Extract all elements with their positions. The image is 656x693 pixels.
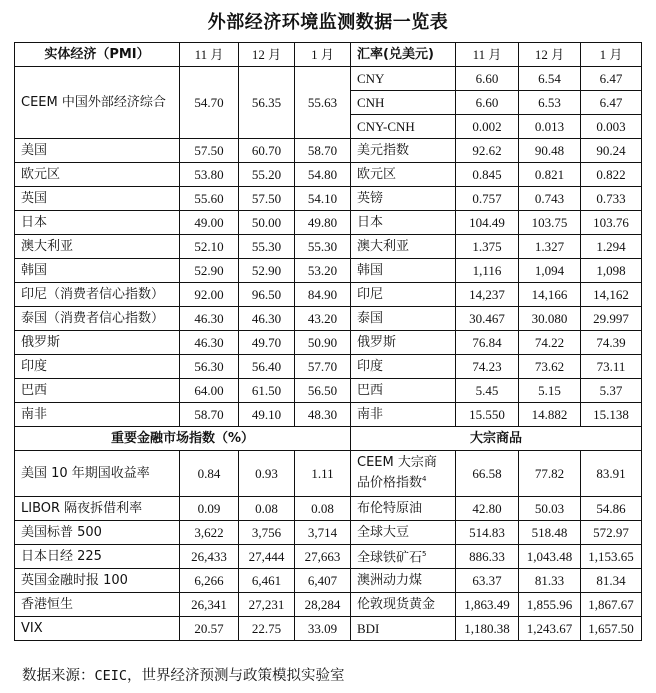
pmi-label: 南非 bbox=[15, 403, 180, 427]
table-row bbox=[15, 163, 642, 187]
data-source-note bbox=[22, 664, 345, 685]
finance-value: 6,461 bbox=[239, 569, 295, 593]
fx-label: 巴西 bbox=[351, 379, 456, 403]
fx-value: 6.54 bbox=[519, 67, 581, 91]
commodity-value: 83.91 bbox=[581, 451, 642, 497]
table-row bbox=[15, 521, 642, 545]
pmi-value: 46.30 bbox=[239, 307, 295, 331]
fx-value: 0.003 bbox=[581, 115, 642, 139]
pmi-value: 49.10 bbox=[239, 403, 295, 427]
pmi-value: 56.50 bbox=[295, 379, 351, 403]
pmi-value: 92.00 bbox=[180, 283, 239, 307]
fx-value: 92.62 bbox=[456, 139, 519, 163]
fx-label: 澳大利亚 bbox=[351, 235, 456, 259]
pmi-label: 英国 bbox=[15, 187, 180, 211]
pmi-value: 50.90 bbox=[295, 331, 351, 355]
finance-label: VIX bbox=[15, 617, 180, 641]
finance-value: 22.75 bbox=[239, 617, 295, 641]
pmi-value: 56.40 bbox=[239, 355, 295, 379]
fx-label: 韩国 bbox=[351, 259, 456, 283]
fx-label: 印度 bbox=[351, 355, 456, 379]
section-header-row bbox=[15, 427, 642, 451]
pmi-value: 49.80 bbox=[295, 211, 351, 235]
finance-value: 3,622 bbox=[180, 521, 239, 545]
fx-value: 14.882 bbox=[519, 403, 581, 427]
commodity-value: 1,863.49 bbox=[456, 593, 519, 617]
commodity-label-text: 布伦特原油 bbox=[357, 500, 423, 516]
pmi-value: 61.50 bbox=[239, 379, 295, 403]
commodity-label-text: 伦敦现货黄金 bbox=[357, 596, 436, 612]
pmi-label: 欧元区 bbox=[15, 163, 180, 187]
table-row bbox=[15, 67, 642, 91]
table-row bbox=[15, 403, 642, 427]
pmi-value: 48.30 bbox=[295, 403, 351, 427]
fx-label: CNY bbox=[351, 67, 456, 91]
month-header: 11 月 bbox=[456, 43, 519, 67]
fx-value: 14,166 bbox=[519, 283, 581, 307]
commodity-label bbox=[351, 617, 456, 641]
pmi-value: 46.30 bbox=[180, 331, 239, 355]
commodity-value: 518.48 bbox=[519, 521, 581, 545]
pmi-value: 50.00 bbox=[239, 211, 295, 235]
commodity-value: 1,153.65 bbox=[581, 545, 642, 569]
footnote-marker: 5 bbox=[422, 550, 427, 559]
month-header: 12 月 bbox=[239, 43, 295, 67]
commodity-label-text: 全球铁矿石 bbox=[357, 550, 423, 566]
commodity-value: 1,243.67 bbox=[519, 617, 581, 641]
fx-value: 76.84 bbox=[456, 331, 519, 355]
page-title: 外部经济环境监测数据一览表 bbox=[207, 12, 449, 33]
fx-value: 30.467 bbox=[456, 307, 519, 331]
fx-value: 104.49 bbox=[456, 211, 519, 235]
monitoring-table bbox=[14, 42, 642, 641]
fx-value: 74.39 bbox=[581, 331, 642, 355]
fx-value: 90.24 bbox=[581, 139, 642, 163]
pmi-label: 韩国 bbox=[15, 259, 180, 283]
month-header: 1 月 bbox=[581, 43, 642, 67]
fx-label: 美元指数 bbox=[351, 139, 456, 163]
commodity-value: 63.37 bbox=[456, 569, 519, 593]
commodity-value: 81.34 bbox=[581, 569, 642, 593]
commodity-value: 81.33 bbox=[519, 569, 581, 593]
fx-label: 俄罗斯 bbox=[351, 331, 456, 355]
fx-label: 泰国 bbox=[351, 307, 456, 331]
fx-value: 6.53 bbox=[519, 91, 581, 115]
pmi-value: 57.50 bbox=[180, 139, 239, 163]
fx-value: 0.822 bbox=[581, 163, 642, 187]
pmi-label: 美国 bbox=[15, 139, 180, 163]
ceem-composite-value: 56.35 bbox=[239, 67, 295, 139]
table-row bbox=[15, 331, 642, 355]
commodity-value: 1,867.67 bbox=[581, 593, 642, 617]
commodity-value: 66.58 bbox=[456, 451, 519, 497]
fx-value: 0.733 bbox=[581, 187, 642, 211]
fx-value: 29.997 bbox=[581, 307, 642, 331]
pmi-label: 印度 bbox=[15, 355, 180, 379]
fx-value: 15.138 bbox=[581, 403, 642, 427]
pmi-value: 57.70 bbox=[295, 355, 351, 379]
fx-value: 73.62 bbox=[519, 355, 581, 379]
commodity-label-text: BDI bbox=[357, 620, 380, 636]
fx-value: 1.294 bbox=[581, 235, 642, 259]
footnote-marker: 4 bbox=[422, 475, 427, 484]
pmi-value: 60.70 bbox=[239, 139, 295, 163]
pmi-value: 49.00 bbox=[180, 211, 239, 235]
finance-value: 27,663 bbox=[295, 545, 351, 569]
pmi-label: 巴西 bbox=[15, 379, 180, 403]
finance-value: 27,231 bbox=[239, 593, 295, 617]
table-row bbox=[15, 235, 642, 259]
pmi-value: 49.70 bbox=[239, 331, 295, 355]
fx-value: 0.757 bbox=[456, 187, 519, 211]
table-row bbox=[15, 569, 642, 593]
fx-value: 30.080 bbox=[519, 307, 581, 331]
finance-value: 3,756 bbox=[239, 521, 295, 545]
fx-label: 日本 bbox=[351, 211, 456, 235]
pmi-label: 泰国（消费者信心指数） bbox=[15, 307, 180, 331]
ceem-composite-label: CEEM 中国外部经济综合 bbox=[15, 67, 180, 139]
finance-label: 英国金融时报 100 bbox=[15, 569, 180, 593]
table-row bbox=[15, 545, 642, 569]
fx-value: 73.11 bbox=[581, 355, 642, 379]
commodity-value: 50.03 bbox=[519, 497, 581, 521]
fx-value: 0.821 bbox=[519, 163, 581, 187]
finance-value: 3,714 bbox=[295, 521, 351, 545]
table-row bbox=[15, 451, 642, 497]
fx-value: 14,237 bbox=[456, 283, 519, 307]
commodity-value: 42.80 bbox=[456, 497, 519, 521]
finance-value: 28,284 bbox=[295, 593, 351, 617]
commodities-section-header: 大宗商品 bbox=[351, 427, 642, 451]
pmi-value: 54.10 bbox=[295, 187, 351, 211]
commodity-label bbox=[351, 569, 456, 593]
pmi-label: 印尼（消费者信心指数） bbox=[15, 283, 180, 307]
pmi-value: 55.60 bbox=[180, 187, 239, 211]
commodity-value: 1,657.50 bbox=[581, 617, 642, 641]
finance-value: 6,266 bbox=[180, 569, 239, 593]
pmi-header: 实体经济（PMI） bbox=[15, 43, 180, 67]
fx-value: 1,098 bbox=[581, 259, 642, 283]
source-prefix: 数据来源： bbox=[22, 668, 95, 684]
commodity-label-text: CEEM 大宗商品价格指数 bbox=[357, 455, 437, 491]
commodity-label-text: 全球大豆 bbox=[357, 524, 410, 540]
pmi-label: 澳大利亚 bbox=[15, 235, 180, 259]
finance-value: 0.09 bbox=[180, 497, 239, 521]
table-row bbox=[15, 187, 642, 211]
fx-value: 0.013 bbox=[519, 115, 581, 139]
fx-value: 6.47 bbox=[581, 67, 642, 91]
commodity-value: 886.33 bbox=[456, 545, 519, 569]
finance-value: 0.08 bbox=[295, 497, 351, 521]
table-row bbox=[15, 617, 642, 641]
table-row bbox=[15, 211, 642, 235]
fx-value: 1,094 bbox=[519, 259, 581, 283]
finance-value: 0.08 bbox=[239, 497, 295, 521]
fx-label: 印尼 bbox=[351, 283, 456, 307]
pmi-value: 96.50 bbox=[239, 283, 295, 307]
fx-value: 0.002 bbox=[456, 115, 519, 139]
pmi-value: 52.90 bbox=[239, 259, 295, 283]
commodity-label-text: 澳洲动力煤 bbox=[357, 572, 423, 588]
finance-value: 1.11 bbox=[295, 451, 351, 497]
pmi-value: 55.30 bbox=[295, 235, 351, 259]
fx-value: 5.45 bbox=[456, 379, 519, 403]
table-row bbox=[15, 379, 642, 403]
ceem-composite-value: 54.70 bbox=[180, 67, 239, 139]
commodity-value: 54.86 bbox=[581, 497, 642, 521]
table-row bbox=[15, 259, 642, 283]
source-ceic: CEIC bbox=[94, 668, 128, 684]
finance-value: 26,433 bbox=[180, 545, 239, 569]
commodity-value: 514.83 bbox=[456, 521, 519, 545]
ceem-composite-value: 55.63 bbox=[295, 67, 351, 139]
fx-value: 6.47 bbox=[581, 91, 642, 115]
finance-section-header: 重要金融市场指数（%） bbox=[15, 427, 351, 451]
pmi-value: 84.90 bbox=[295, 283, 351, 307]
fx-label: 英镑 bbox=[351, 187, 456, 211]
table-row bbox=[15, 139, 642, 163]
fx-value: 90.48 bbox=[519, 139, 581, 163]
finance-value: 26,341 bbox=[180, 593, 239, 617]
commodity-label bbox=[351, 451, 456, 497]
pmi-value: 46.30 bbox=[180, 307, 239, 331]
fx-value: 15.550 bbox=[456, 403, 519, 427]
pmi-value: 64.00 bbox=[180, 379, 239, 403]
fx-value: 0.743 bbox=[519, 187, 581, 211]
fx-value: 6.60 bbox=[456, 67, 519, 91]
pmi-value: 53.20 bbox=[295, 259, 351, 283]
commodity-value: 1,180.38 bbox=[456, 617, 519, 641]
table-row bbox=[15, 593, 642, 617]
fx-value: 14,162 bbox=[581, 283, 642, 307]
fx-value: 103.76 bbox=[581, 211, 642, 235]
pmi-value: 54.80 bbox=[295, 163, 351, 187]
finance-value: 27,444 bbox=[239, 545, 295, 569]
table-row bbox=[15, 497, 642, 521]
commodity-label bbox=[351, 593, 456, 617]
fx-label: 欧元区 bbox=[351, 163, 456, 187]
finance-value: 20.57 bbox=[180, 617, 239, 641]
pmi-value: 43.20 bbox=[295, 307, 351, 331]
finance-label: 日本日经 225 bbox=[15, 545, 180, 569]
pmi-label: 俄罗斯 bbox=[15, 331, 180, 355]
fx-label: CNH bbox=[351, 91, 456, 115]
finance-value: 6,407 bbox=[295, 569, 351, 593]
pmi-value: 53.80 bbox=[180, 163, 239, 187]
fx-value: 5.15 bbox=[519, 379, 581, 403]
finance-label: LIBOR 隔夜拆借利率 bbox=[15, 497, 180, 521]
month-header: 1 月 bbox=[295, 43, 351, 67]
fx-value: 1,116 bbox=[456, 259, 519, 283]
table-row bbox=[15, 355, 642, 379]
pmi-value: 52.10 bbox=[180, 235, 239, 259]
month-header: 11 月 bbox=[180, 43, 239, 67]
commodity-value: 77.82 bbox=[519, 451, 581, 497]
pmi-value: 57.50 bbox=[239, 187, 295, 211]
fx-value: 5.37 bbox=[581, 379, 642, 403]
commodity-label bbox=[351, 497, 456, 521]
commodity-label bbox=[351, 521, 456, 545]
header-row bbox=[15, 43, 642, 67]
table-row bbox=[15, 283, 642, 307]
fx-label: 南非 bbox=[351, 403, 456, 427]
commodity-value: 572.97 bbox=[581, 521, 642, 545]
commodity-value: 1,855.96 bbox=[519, 593, 581, 617]
finance-label: 香港恒生 bbox=[15, 593, 180, 617]
pmi-value: 52.90 bbox=[180, 259, 239, 283]
fx-value: 1.375 bbox=[456, 235, 519, 259]
finance-value: 33.09 bbox=[295, 617, 351, 641]
fx-value: 6.60 bbox=[456, 91, 519, 115]
table-row bbox=[15, 307, 642, 331]
fx-value: 103.75 bbox=[519, 211, 581, 235]
pmi-value: 58.70 bbox=[180, 403, 239, 427]
fx-label: CNY-CNH bbox=[351, 115, 456, 139]
finance-value: 0.84 bbox=[180, 451, 239, 497]
finance-label: 美国标普 500 bbox=[15, 521, 180, 545]
pmi-value: 58.70 bbox=[295, 139, 351, 163]
fx-value: 74.23 bbox=[456, 355, 519, 379]
fx-value: 0.845 bbox=[456, 163, 519, 187]
fx-value: 74.22 bbox=[519, 331, 581, 355]
month-header: 12 月 bbox=[519, 43, 581, 67]
finance-value: 0.93 bbox=[239, 451, 295, 497]
source-rest: ，世界经济预测与政策模拟实验室 bbox=[127, 668, 345, 684]
pmi-value: 55.30 bbox=[239, 235, 295, 259]
pmi-label: 日本 bbox=[15, 211, 180, 235]
fx-header: 汇率(兑美元) bbox=[351, 43, 456, 67]
commodity-value: 1,043.48 bbox=[519, 545, 581, 569]
pmi-value: 55.20 bbox=[239, 163, 295, 187]
pmi-value: 56.30 bbox=[180, 355, 239, 379]
fx-value: 1.327 bbox=[519, 235, 581, 259]
commodity-label bbox=[351, 545, 456, 569]
finance-label: 美国 10 年期国收益率 bbox=[15, 451, 180, 497]
